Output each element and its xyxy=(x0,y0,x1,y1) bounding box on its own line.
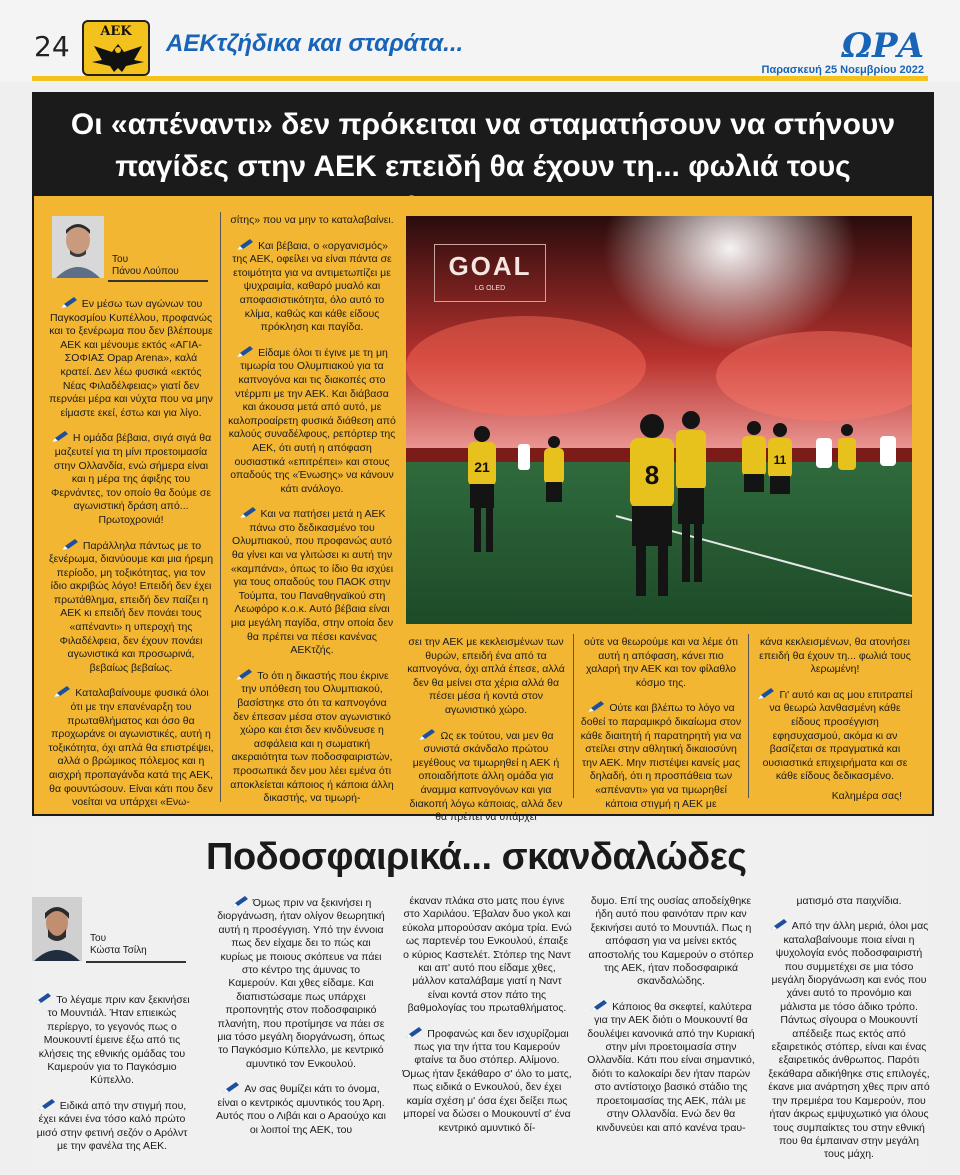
page-number: 24 xyxy=(34,30,70,63)
paragraph: Ούτε και βλέπω το λόγο να δοθεί το παραμικρό δικαίωμα στον κάθε διαιτητή ή παρατηρητή για να στείλει στην αθλητική δικαιοσύνη την ΑΕΚ. Μην πιστέψει κανείς μας δηλαδή, ότι η προσπάθεια των «απέναντι» για να τιμωρηθεί κάποια στιγμή η ΑΕΚ με xyxy=(580,702,742,810)
article-column-1 xyxy=(48,296,214,820)
paragraph: Ως εκ τούτου, ναι μεν θα συνιστά σκάνδαλο πρώτου μεγέθους να τιμωρηθεί η ΑΕΚ ή οποιαδήποτε άλλη ομάδα για άναμμα καπνογόνων και για διακοπή λόγω κάποιας, αλλά δεν θα πρέπει να υπάρχει xyxy=(409,729,563,824)
paragraph: Και βέβαια, ο «οργανισμός» της ΑΕΚ, οφείλει να είναι πάντα σε ετοιμότητα για να αντιμετωπίζει με ψυχραιμία, καθαρό μυαλό και αποφασιστικότητα, όλο αυτό το κλίμα, καθώς και κάθε είδους πρόκληση και παγίδα. xyxy=(232,239,392,334)
article-column-2 xyxy=(228,214,396,816)
pen-icon xyxy=(236,238,254,251)
pen-icon xyxy=(590,999,608,1012)
article-column-5 xyxy=(756,636,914,794)
pen-icon xyxy=(757,687,775,700)
stadium-screen xyxy=(434,244,546,302)
pen-icon xyxy=(60,296,78,309)
issue-date: Παρασκευή 25 Νοεμβρίου 2022 xyxy=(761,64,924,76)
paragraph: Παράλληλα πάντως με το ξενέρωμα, διανύουμε και μια ήρεμη περίοδο, μη τοξικότητας, για τον ίδιο ακριβώς λόγο! Επειδή δεν έχει πρωτάθλημα, επειδή δεν παίζει η ΑΕΚ κι επειδή δεν πονάει τους «απέναντι» η υπεροχή της Φιλαδέλφεια, δεν έχουν πονάει αγωνιστικά και προσωρινά, βεβαίως βεβαίως. xyxy=(48,539,214,674)
aek-logo xyxy=(82,20,150,76)
paragraph: Όμως πριν να ξεκινήσει η διοργάνωση, ήταν ολίγον θεωρητική αυτή η προσέγγιση. Υπό την έννοια πως δεν είχαμε δει το πώς και κυρίως με ποιους σκόπευε να πάει στο κέντρο της άμυνας το Καμερούν. Και χθες είδαμε. Και διαπιστώσαμε πως υπάρχει προπονητής στον ποδοσφαιρικό πλανήτη, που προτίμησε να πάει σε μια τόσο μεγάλη διοργάνωση, όπως το Παγκόσμιο Κύπελλο, με κεντρικό αμυντικό τον Ενκουλού. xyxy=(217,897,385,1070)
author-label: Του xyxy=(112,254,129,265)
logo-letters: ΑΕΚ xyxy=(100,24,132,39)
article-main xyxy=(32,196,934,824)
column-divider xyxy=(748,634,749,798)
paragraph: Καταλαβαίνουμε φυσικά όλοι ότι με την επανέναρξη του πρωταθλήματος και όσο θα προχωράνε οι αγωνιστικές, αυτή η τοξικότητα, όχι απλά θα επιστρέψει, αλλά ο βρώμικος πόλεμος και η αισχρή προπαγάνδα κατά της ΑΕΚ, θα φουντώσουν. Είναι κάτι που δεν νοείται να υπάρχει «Ενω- xyxy=(48,687,214,809)
author-byline xyxy=(112,254,179,278)
pen-icon xyxy=(770,918,788,931)
paragraph: δυμο. Επί της ουσίας αποδείχθηκε ήδη αυτό που φαινόταν πριν καν ξεκινήσει αυτό το Μουντιάλ. Πως η απόφαση για να μείνει εκτός αποστολής του Καμερούν ο στόπερ της ΑΕΚ, ήταν ποδοσφαιρικά σκανδαλώδης. xyxy=(588,895,754,988)
byline-rule xyxy=(108,280,208,282)
pen-icon xyxy=(231,895,249,908)
pen-icon xyxy=(405,1026,423,1039)
paragraph: σει την ΑΕΚ με κεκλεισμένων των θυρών, επειδή ένα από τα καπνογόνα, όχι απλά έπεσε, αλλά δεν θα μείνει στα χέρια αλλά θα πέσει μέσα ή κοντά στον αγωνιστικό χώρο. xyxy=(407,636,565,716)
author-photo xyxy=(32,897,82,961)
pen-icon xyxy=(236,345,254,358)
paragraph: Το ότι η δικαστής που έκρινε την υπόθεση του Ολυμπιακού, βασίστηκε στο ότι τα καπνογόνα δεν έπεσαν μέσα στον αγωνιστικό χώρο και έτσι δεν κινδύνευσε η ασφάλεια και η σωματική ακεραιότητα των ποδοσφαιριστών, προσωπικά δεν μου λέει εμένα ότι αποκλείεται κάποιος ή κάποια άλλη δικαστής, να τιμωρή- xyxy=(230,669,394,805)
paragraph: Η ομάδα βέβαια, σιγά σιγά θα μαζευτεί για τη μίνι προετοιμασία στην Ολλανδία, ενώ σήμερα είναι και η μέρα της άφιξης του Φερνάντες, τον οποίο θα δούμε σε αγωνιστική δράση από... Πρωτοχρονιά! xyxy=(50,432,212,526)
section-title: AEKτζήδικα και σταράτα... xyxy=(166,30,464,57)
pen-icon xyxy=(38,1098,56,1111)
headline-banner xyxy=(32,92,934,196)
header-rule xyxy=(32,76,928,81)
pen-icon xyxy=(418,728,436,741)
paragraph: Κάποιος θα σκεφτεί, καλύτερα για την ΑΕΚ διότι ο Μουκουντί θα δουλέψει κανονικά από την Κυριακή στην μίνι προετοιμασία στην Ολλανδία. Κάτι που είναι σημαντικό, διότι το καλοκαίρι δεν ήταν παρών στο αντίστοιχο βασικό στάδιο της προετοιμασίας της ΑΕΚ, πάλι με στην Ολλανδία. Ενώ δεν θα κινδυνεύει και από κανένα τραυ- xyxy=(587,1000,755,1134)
player-number: 21 xyxy=(474,459,490,475)
secondary-column-5 xyxy=(768,895,930,1172)
paragraph: Αν σας θυμίζει κάτι το όνομα, είναι ο κεντρικός αμυντικός του Άρη. Αυτός που ο Λιβάι και ο Αραούχο και οι λοιποί της ΑΕΚ, του xyxy=(216,1083,386,1136)
pen-icon xyxy=(239,506,257,519)
paragraph: Προφανώς και δεν ισχυρίζομαι πως για την ήττα του Καμερούν φταίνε τα δυο στόπερ. Αλίμονο. Όμως ήταν ξεκάθαρο σ' όλο το ματς, πως ειδικά ο Ενκουλού, δεν έχει καμία σχέση μ' όσα έχει δείξει πως μπορεί να δώσει ο Μουκουντί σ' ένα κεντρικό αμυντικό δί- xyxy=(402,1027,572,1134)
author-label: Του xyxy=(90,933,107,944)
author-photo xyxy=(52,216,104,278)
paragraph: Είδαμε όλοι τι έγινε με τη μη τιμωρία του Ολυμπιακού για τα καπνογόνα και τις διακοπές στο ντέρμπι με την ΑΕΚ. Και διάβασα και άκουσα μετά από αυτό, με καλοπροαίρετη φυσικά διάθεση από καλούς συναδέλφους, ρεπόρτερ της ΑΕΚ, ότι αυτή η απόφαση ουσιαστικά «επιτρέπει» και στους οπαδούς της «Ένωσης» να κάνουν κάτι ανάλογο. xyxy=(228,346,396,495)
pen-icon xyxy=(61,538,79,551)
paragraph: σίτης» που να μην το καταλαβαίνει. xyxy=(230,214,394,226)
pen-icon xyxy=(222,1081,240,1094)
column-divider xyxy=(573,634,574,798)
screen-sponsor-text: LG OLED xyxy=(474,285,506,292)
paragraph: κάνα κεκλεισμένων, θα ατονήσει επειδή θα έχουν τη... φωλιά τους λερωμένη! xyxy=(759,636,911,676)
player-number: 11 xyxy=(773,453,787,467)
match-photo xyxy=(406,216,912,624)
secondary-column-2 xyxy=(216,895,386,1147)
author-name: Κώστα Τσίλη xyxy=(90,945,147,956)
article-column-4 xyxy=(580,636,742,821)
pen-icon xyxy=(53,685,71,698)
screen-goal-text: GOAL xyxy=(448,251,532,281)
paragraph: Από την άλλη μεριά, όλοι μας καταλαβαίνουμε ποια είναι η ψυχολογία ενός ποδοσφαιριστή που συμμετέχει σε μια τόσο μεγάλη διοργάνωση και ενός που χάνει αυτό το προνόμιο και μάλιστα με τόσο άδικο τρόπο. Πάντως σίγουρα ο Μουκουντί απέδειξε πως εκτός από εξαιρετικός στόπερ, είναι και ένας εξαιρετικός άνθρωπος. Παρότι ξεκάθαρα αδικήθηκε στις επιλογές, έκανε μια ανάρτηση χθες πριν από την πρεμιέρα του Καμερούν, που ήταν άκρως εμψυχωτικό για όλους τους συμπαίκτες του στην εθνική που θα έμπαιναν στην μεγάλη τους μάχη. xyxy=(768,920,930,1161)
paragraph: ούτε να θεωρούμε και να λέμε ότι αυτή η απόφαση, κάνει πιο χαλαρή την ΑΕΚ και τον φίλαθλο κόσμο της. xyxy=(584,636,738,689)
newspaper-brand: ΩΡΑ xyxy=(841,26,924,66)
author-byline xyxy=(90,933,147,957)
column-divider xyxy=(220,212,221,802)
article-column-3 xyxy=(406,636,566,848)
article-headline: Οι «απέναντι» δεν πρόκειται να σταματήσουν να στήνουν παγίδες στην ΑΕΚ επειδή θα έχουν τη... φωλιά τους xyxy=(70,108,896,183)
author-box xyxy=(32,897,188,967)
pen-icon xyxy=(51,430,69,443)
paragraph: Εν μέσω των αγώνων του Παγκοσμίου Κυπέλλου, προφανώς και το ξενέρωμα που δεν βλέπουμε ΑΕΚ και μένουμε εκτός «ΑΓΙΑ-ΣΟΦΙΑΣ Opap Arena», καλά κρατεί. Δεν λέω φυσικά «εκτός Νέας Φιλαδέλφειας» γιατί δεν περνάει μέρα και νύχτα που να μην είμαστε εκεί, έστω και για λίγο. xyxy=(49,298,213,419)
pen-icon xyxy=(235,668,253,681)
secondary-column-4 xyxy=(586,895,756,1145)
paragraph: έκαναν πλάκα στο ματς που έγινε στο Χαριλάου. Έβαλαν δυο γκολ και εύκολα μπορούσαν ακόμα τρία. Ενώ ως παρτενέρ του Ενκουλού, έπαιξε ο κύριος Καστελέτ. Στόπερ της Ναντ και απ' αυτό που είδαμε χθες, μάλλον καταλάβαμε γιατί η Ναντ είναι κοντά στον πάτο της βαθμολογίας του πρωταθλήματος. xyxy=(402,895,572,1015)
secondary-column-1 xyxy=(32,992,192,1163)
secondary-headline: Ποδοσφαιρικά... σκανδαλώδες xyxy=(206,836,747,878)
player-number: 8 xyxy=(644,460,660,490)
pen-icon xyxy=(34,992,52,1005)
paragraph: Και να πατήσει μετά η ΑΕΚ πάνω στο δεδικασμένο του Ολυμπιακού, που προφανώς αυτό θα γίνει και να γλιτώσει κι αυτή την «καμπάνα», όπως το ίδιο θα ισχύει για τους οπαδούς του ΠΑΟΚ στην Τούμπα, του Παναθηναϊκού στη Λεωφόρο κ.ο.κ. Αυτό βέβαια είναι μια μεγάλη παγίδα, στην οποία δεν θα πρέπει να πέσει κανένας ΑΕΚτζής. xyxy=(230,508,394,657)
secondary-column-3 xyxy=(402,895,572,1145)
paragraph: Ειδικά από την στιγμή που, έχει κάνει ένα τόσο καλό πρώτο μισό στην φετινή σεζόν ο Αρόλντ με την φανέλα της ΑΕΚ. xyxy=(36,1099,188,1153)
byline-rule xyxy=(86,961,186,963)
pen-icon xyxy=(587,700,605,713)
paragraph: ματισμό στα παιχνίδια. xyxy=(796,895,902,907)
page-header xyxy=(0,0,960,82)
signoff: Καλημέρα σας! xyxy=(831,790,902,802)
paragraph: Το λέγαμε πριν καν ξεκινήσει το Μουντιάλ. Ήταν επιεικώς περίεργο, το γεγονός πως ο Μουκουντί έμεινε έξω από τις κλήσεις της εθνικής ομάδας του Καμερούν για το Παγκόσμιο Κύπελλο. xyxy=(32,992,192,1088)
eagle-icon xyxy=(90,40,146,74)
paragraph: Γι' αυτό και ας μου επιτραπεί να θεωρώ λανθασμένη κάθε είδους προσέγγιση εφησυχασμού, ακόμα κι αν βασίζεται σε πραγματικά και ουσιαστικά επιχειρήματα και σε κάθε είδους δεδικασμένο. xyxy=(756,687,914,784)
author-box xyxy=(52,216,204,282)
author-name: Πάνου Λούπου xyxy=(112,266,179,277)
